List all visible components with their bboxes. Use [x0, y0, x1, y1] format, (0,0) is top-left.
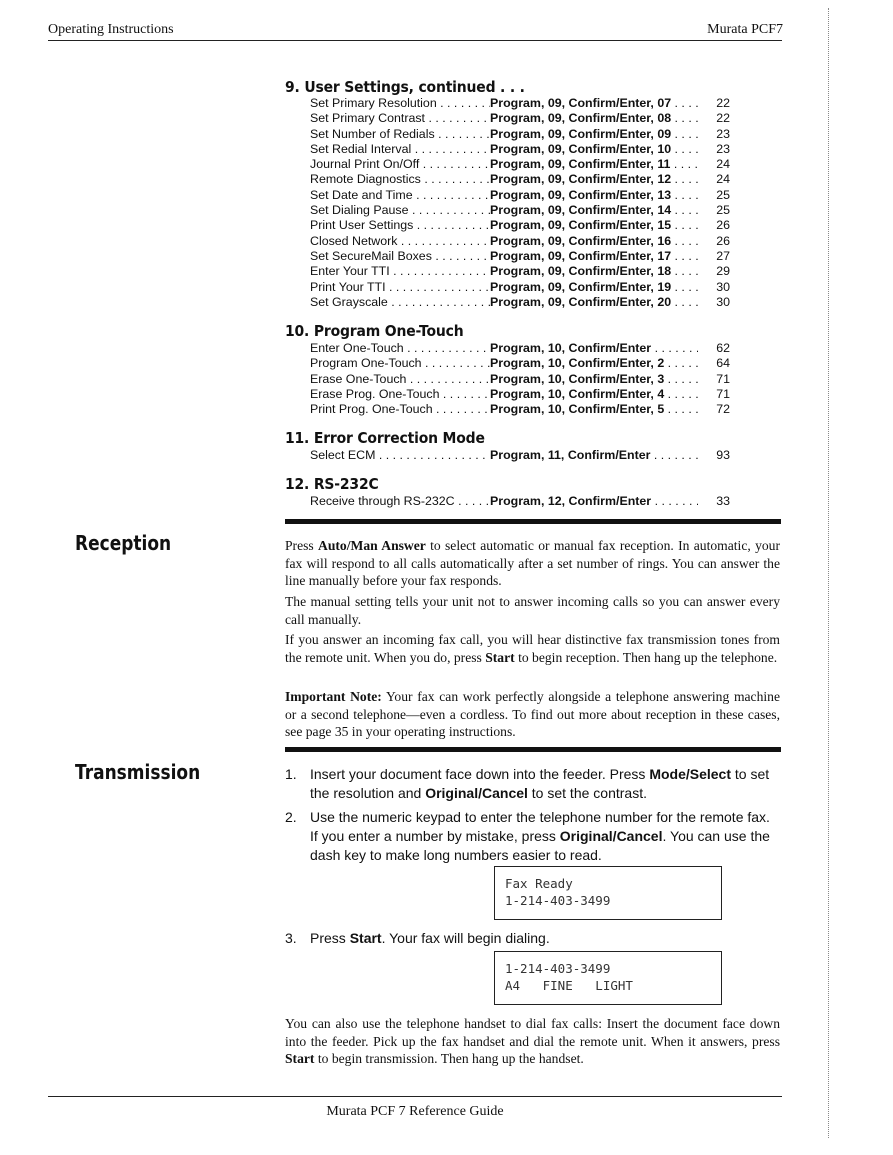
toc-row-command: Program, 09, Confirm/Enter, 09 . . .	[490, 127, 698, 142]
section-12-title: 12. RS-232C	[285, 475, 379, 493]
toc-row	[310, 494, 730, 509]
toc-row-command: Program, 09, Confirm/Enter, 15 . . .	[490, 218, 698, 233]
toc-row-label: Set Number of Redials . . .	[310, 127, 490, 142]
transmission-heading: Transmission	[75, 760, 201, 784]
toc-row-label: Set Grayscale . . .	[310, 295, 490, 310]
toc-row	[310, 203, 730, 218]
toc-row-page: 71	[716, 386, 730, 401]
running-header-right: Murata PCF7	[707, 22, 783, 37]
toc-row-label: Enter One-Touch . . .	[310, 341, 490, 356]
toc-row-command: Program, 09, Confirm/Enter, 08 . . .	[490, 111, 698, 126]
section-10-title: 10. Program One-Touch	[285, 322, 464, 340]
toc-row	[310, 142, 730, 157]
lcd-display-fax-ready: Fax Ready 1-214-403-3499	[494, 866, 722, 920]
toc-row-command: Program, 12, Confirm/Enter . . .	[490, 494, 698, 509]
reception-paragraph-2: The manual setting tells your unit not to answer incoming calls so you can answer every call manually.	[285, 594, 780, 627]
toc-row-page: 24	[716, 172, 730, 187]
toc-row-command: Program, 11, Confirm/Enter . . .	[490, 448, 698, 463]
toc-row	[310, 356, 730, 371]
toc-row-page: 22	[716, 111, 730, 126]
toc-row-label: Set Primary Contrast . . .	[310, 111, 490, 126]
reception-paragraph-3: If you answer an incoming fax call, you will hear distinctive fax transmission tones from the remote unit. When you do, press Start to begin reception. Then hang up the telephone.	[285, 632, 780, 665]
toc-row	[310, 218, 730, 233]
section-9-title: 9. User Settings, continued . . .	[285, 78, 525, 96]
running-footer: Murata PCF 7 Reference Guide	[326, 1104, 504, 1119]
section-9-table	[310, 96, 730, 310]
toc-row-page: 22	[716, 96, 730, 110]
toc-row-label: Set Dialing Pause . . .	[310, 203, 490, 218]
toc-row-label: Program One-Touch . . .	[310, 356, 490, 371]
toc-row-page: 27	[716, 248, 730, 263]
toc-row	[310, 111, 730, 126]
section-divider	[285, 747, 781, 752]
toc-row-command: Program, 10, Confirm/Enter, 5 . . .	[490, 402, 698, 417]
toc-row-label: Enter Your TTI . . .	[310, 264, 490, 279]
toc-row-label: Erase Prog. One-Touch . . .	[310, 387, 490, 402]
toc-row-page: 23	[716, 141, 730, 156]
toc-row	[310, 372, 730, 387]
toc-row-command: Program, 09, Confirm/Enter, 13 . . .	[490, 188, 698, 203]
toc-row-command: Program, 09, Confirm/Enter, 14 . . .	[490, 203, 698, 218]
section-11-table	[310, 448, 730, 463]
running-header-left: Operating Instructions	[48, 22, 174, 37]
toc-row-command: Program, 09, Confirm/Enter, 10 . . .	[490, 142, 698, 157]
toc-row	[310, 280, 730, 295]
toc-row-page: 93	[716, 448, 730, 462]
toc-row-command: Program, 09, Confirm/Enter, 11 . . .	[490, 157, 698, 172]
toc-row-page: 24	[716, 157, 730, 172]
toc-row	[310, 387, 730, 402]
toc-row	[310, 341, 730, 356]
toc-row	[310, 448, 730, 463]
toc-row-command: Program, 10, Confirm/Enter, 2 . . .	[490, 356, 698, 371]
toc-row	[310, 127, 730, 142]
transmission-step-2: 2. Use the numeric keypad to enter the telephone number for the remote fax. If you enter a number by mistake, press Original/Cancel. You can use the dash key to make long numbers easier to read.	[285, 809, 770, 863]
toc-row	[310, 295, 730, 310]
toc-row-label: Set Primary Resolution . . .	[310, 96, 490, 111]
section-11-title: 11. Error Correction Mode	[285, 429, 485, 447]
toc-row-page: 62	[716, 341, 730, 355]
toc-row-page: 25	[716, 203, 730, 218]
toc-row-command: Program, 10, Confirm/Enter, 3 . . .	[490, 372, 698, 387]
toc-row-page: 26	[716, 218, 730, 233]
toc-row-page: 64	[716, 356, 730, 371]
toc-row-label: Select ECM . . .	[310, 448, 490, 463]
transmission-step-1: 1. Insert your document face down into the feeder. Press Mode/Select to set the resolution and Original/Cancel to set the contrast.	[285, 766, 770, 801]
transmission-step-3: 3. Press Start. Your fax will begin dialing.	[285, 930, 550, 946]
toc-row-command: Program, 09, Confirm/Enter, 12 . . .	[490, 172, 698, 187]
toc-row-label: Erase One-Touch . . .	[310, 372, 490, 387]
reception-heading: Reception	[75, 531, 172, 555]
toc-row-page: 26	[716, 233, 730, 248]
reception-paragraph-1: Press Auto/Man Answer to select automatic or manual fax reception. In automatic, your fax will respond to all calls automatically after a set number of rings. You can answer the line manually before your fax responds.	[285, 538, 780, 589]
toc-row	[310, 157, 730, 172]
toc-row-label: Journal Print On/Off . . .	[310, 157, 490, 172]
toc-row-command: Program, 09, Confirm/Enter, 17 . . .	[490, 249, 698, 264]
toc-row-page: 30	[716, 279, 730, 294]
toc-row-label: Remote Diagnostics . . .	[310, 172, 490, 187]
toc-row-command: Program, 10, Confirm/Enter, 4 . . .	[490, 387, 698, 402]
toc-row-label: Closed Network . . .	[310, 234, 490, 249]
toc-row-page: 29	[716, 264, 730, 279]
toc-row	[310, 188, 730, 203]
lcd-display-dialing: 1-214-403-3499 A4 FINE LIGHT	[494, 951, 722, 1005]
transmission-handset-paragraph: You can also use the telephone handset to dial fax calls: Insert the document face down into the feeder. Pick up the fax handset and dial the remote unit. When it answers, press Start to begin transmission. Then hang up the handset.	[285, 1016, 780, 1067]
toc-row-command: Program, 09, Confirm/Enter, 16 . . .	[490, 234, 698, 249]
section-12-table	[310, 494, 730, 509]
toc-row-page: 72	[716, 402, 730, 417]
scan-edge-marks	[828, 8, 831, 1138]
toc-row-label: Set Redial Interval . . .	[310, 142, 490, 157]
toc-row-page: 33	[716, 494, 730, 508]
toc-row-page: 71	[716, 371, 730, 386]
toc-row-command: Program, 09, Confirm/Enter, 20 . . .	[490, 295, 698, 310]
toc-row	[310, 402, 730, 417]
toc-row-label: Print Prog. One-Touch . . .	[310, 402, 490, 417]
header-rule	[48, 40, 782, 41]
reception-important-note: Important Note: Your fax can work perfectly alongside a telephone answering machine or a second telephone—even a cordless. To find out more about reception in these cases, see page 35 in your operating instructions.	[285, 689, 780, 740]
toc-row	[310, 172, 730, 187]
toc-row-command: Program, 09, Confirm/Enter, 19 . . .	[490, 280, 698, 295]
section-divider	[285, 519, 781, 524]
toc-row	[310, 264, 730, 279]
toc-row-label: Set Date and Time . . .	[310, 188, 490, 203]
toc-row-page: 30	[716, 294, 730, 309]
toc-row-page: 23	[716, 126, 730, 141]
toc-row-command: Program, 09, Confirm/Enter, 07 . . .	[490, 96, 698, 111]
toc-row	[310, 249, 730, 264]
toc-row-label: Receive through RS-232C . . .	[310, 494, 490, 509]
toc-row-label: Print User Settings . . .	[310, 218, 490, 233]
section-10-table	[310, 341, 730, 417]
toc-row-label: Print Your TTI . . .	[310, 280, 490, 295]
toc-row-page: 25	[716, 187, 730, 202]
toc-row	[310, 96, 730, 111]
toc-row-command: Program, 09, Confirm/Enter, 18 . . .	[490, 264, 698, 279]
toc-row-label: Set SecureMail Boxes . . .	[310, 249, 490, 264]
footer-rule	[48, 1096, 782, 1097]
toc-row-command: Program, 10, Confirm/Enter . . .	[490, 341, 698, 356]
toc-row	[310, 234, 730, 249]
